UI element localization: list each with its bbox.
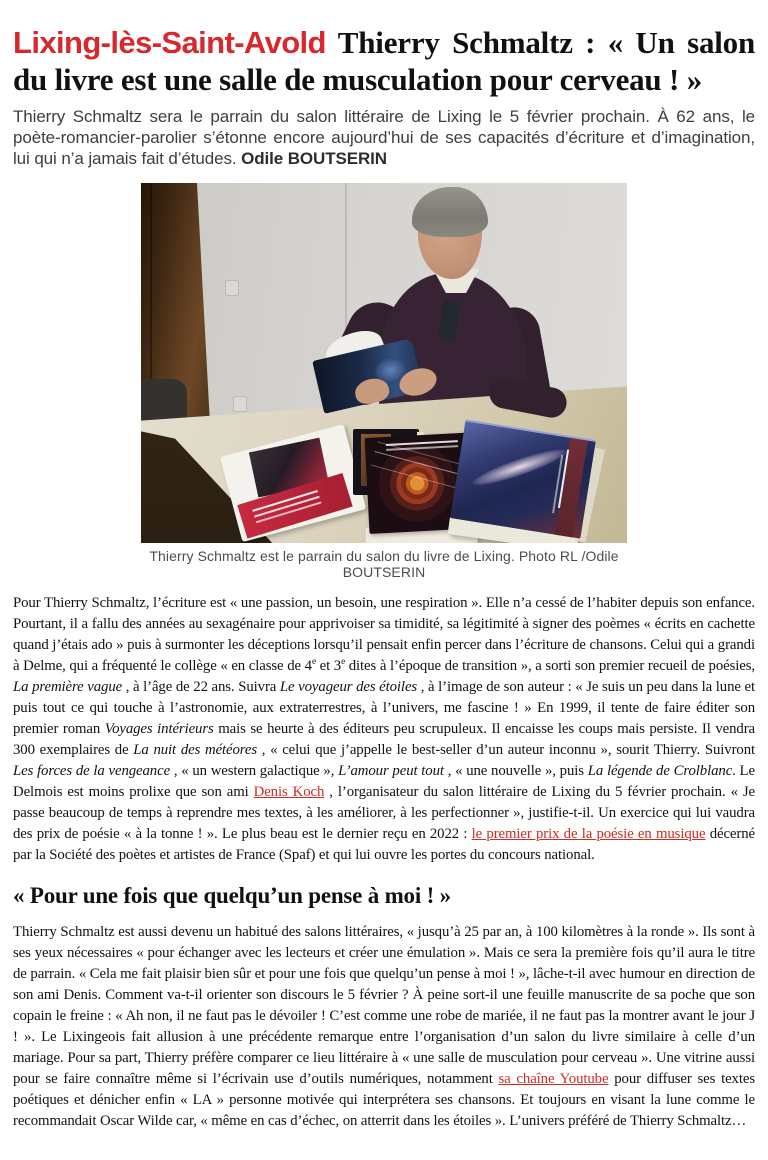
text-run: , « celui que j’appelle le best-seller d’un auteur inconnu », sourit Thierry. Suivront [257, 742, 756, 758]
text-run: mais se heurte à des éditeurs peu scrupuleux. Il encaisse les coups mais persiste. Il vendra 300 exemplaires de [13, 721, 755, 758]
headline-location: Lixing-lès-Saint-Avold [13, 25, 326, 60]
text-run: et 3 [315, 658, 342, 674]
superscript: e [341, 656, 346, 667]
youtube-channel-link[interactable]: sa chaîne Youtube [498, 1071, 609, 1087]
text-run: , à l’âge de 22 ans. Suivra [122, 679, 280, 695]
italic-text: La première vague [13, 679, 123, 695]
italic-text: La légende de Crolblanc [587, 763, 733, 779]
italic-text: Voyages intérieurs [104, 721, 214, 737]
article-photo [141, 183, 627, 543]
text-run: , « un western galactique », [170, 763, 339, 779]
text-run: , à l’image de son auteur : « Je suis un peu dans la lune et puis tout ce qui touche à l’astronomie, aux extraterrestres, à l’univers, me fascine ! » En 1999, il tente de faire éditer son premier roman [13, 679, 755, 737]
photo-man-hair [412, 187, 488, 237]
photo-light-switch-lower [233, 396, 247, 412]
text-run: Pour Thierry Schmaltz, l’écriture est « une passion, un besoin, une respiration ». Elle n’a cessé de l’habiter depuis son enfance. Pourtant, il a fallu des années au sexagénaire pour apprivoiser sa timidité, sa légitimité à signer des poèmes « écrits en cachette quand j’étais ado » puis à surmonter les déceptions lorsqu’il pensait enfin percer dans l’écriture de chansons. Celui qui a grandi à Delme, qui a fréquenté le collège « en classe de 4 [13, 595, 755, 674]
italic-text: Le voyageur des étoiles [279, 679, 418, 695]
text-run: , l’organisateur du salon littéraire de Lixing du 5 février prochain. « Je passe beaucoup de temps à reprendre mes textes, à les améliorer, à les perfectionner », justifie-t-il. Un exercice qui lui vaudra des prix de poésie « à la tonne ! ». Le plus beau est le dernier reçu en 2022 : [13, 784, 755, 842]
text-run: . Le Delmois est moins prolixe que son ami [13, 763, 755, 800]
headline [13, 24, 755, 98]
text-run: Thierry Schmaltz est aussi devenu un habitué des salons littéraires, « jusqu’à 25 par an, à 100 kilomètres à la ronde ». Ils sont à ses yeux nécessaires « pour échanger avec les lecteurs et créer une émulation ». Mais ce sera la première fois qu’il aura le titre de parrain. « Cela me fait plaisir bien sûr et pour une fois que quelqu’un pense à moi ! », lâche-t-il avec humour en direction de son ami Denis. Comment va-t-il orienter son discours le 5 février ? À peine sort-il une feuille manuscrite de sa poche que son copain le freine : « Ah non, il ne faut pas le dévoiler ! C’est comme une robe de mariée, il ne faut pas la montrer avant le jour J ! ». Le Lixingeois fait allusion à une précédente remarque entre l’organisation d’un salon du livre similaire à celle d’un mariage. Pour sa part, Thierry préfère comparer ce lieu littéraire à « une salle de musculation pour cerveau ». Une vitrine aussi pour se faire connaître même si l’écrivain use d’outils numériques, notamment [13, 924, 755, 1087]
photo-light-switch-upper [225, 280, 239, 296]
text-run: dites à l’époque de transition », a sorti son premier recueil de poésies, [345, 658, 756, 674]
photo-caption: Thierry Schmaltz est le parrain du salon du livre de Lixing. Photo RL /Odile BOUTSERIN [149, 548, 619, 580]
text-run: , « une nouvelle », puis [443, 763, 588, 779]
headline-title: Thierry Schmaltz : « Un salon du livre est une salle de musculation pour cerveau ! » [13, 25, 756, 97]
photo-book-blue-cover [450, 419, 596, 538]
article-subheading: « Pour une fois que quelqu’un pense à moi ! » [13, 883, 451, 908]
italic-text: La nuit des météores [133, 742, 258, 758]
article-paragraph-1 [13, 593, 755, 866]
lede-byline: Odile BOUTSERIN [241, 149, 387, 168]
photo-book-blue [450, 419, 596, 538]
poesie-en-musique-prize-link[interactable]: le premier prix de la poésie en musique [471, 826, 706, 842]
text-run: décerné par la Société des poètes et artistes de France (Spaf) et qui lui ouvre les portes du concours national. [13, 826, 755, 863]
text-run: pour diffuser ses textes poétiques et dénicher enfin « LA » personne motivée qui interprétera ses chansons. Et toujours en visant la lune comme le recommandait Oscar Wilde car, « même en cas d’échec, on atterrit dans les étoiles ». L’univers préféré de Thierry Schmaltz… [13, 1071, 755, 1129]
superscript: e [311, 656, 316, 667]
article-photo-figure [141, 183, 627, 580]
denis-koch-link[interactable]: Denis Koch [253, 784, 325, 800]
lede-text: Thierry Schmaltz sera le parrain du salon littéraire de Lixing le 5 février prochain. À 62 ans, le poète-romancier-parolier s’étonne encore aujourd’hui de ses capacités d’écriture et d’imagination, lui qui n’a jamais fait d’études. [13, 107, 755, 168]
lede [13, 106, 755, 169]
article-paragraph-2 [13, 922, 755, 1132]
photo-book-blue-red-band [554, 438, 588, 538]
italic-text: L’amour peut tout [338, 763, 444, 779]
italic-text: Les forces de la vengeance [13, 763, 171, 779]
